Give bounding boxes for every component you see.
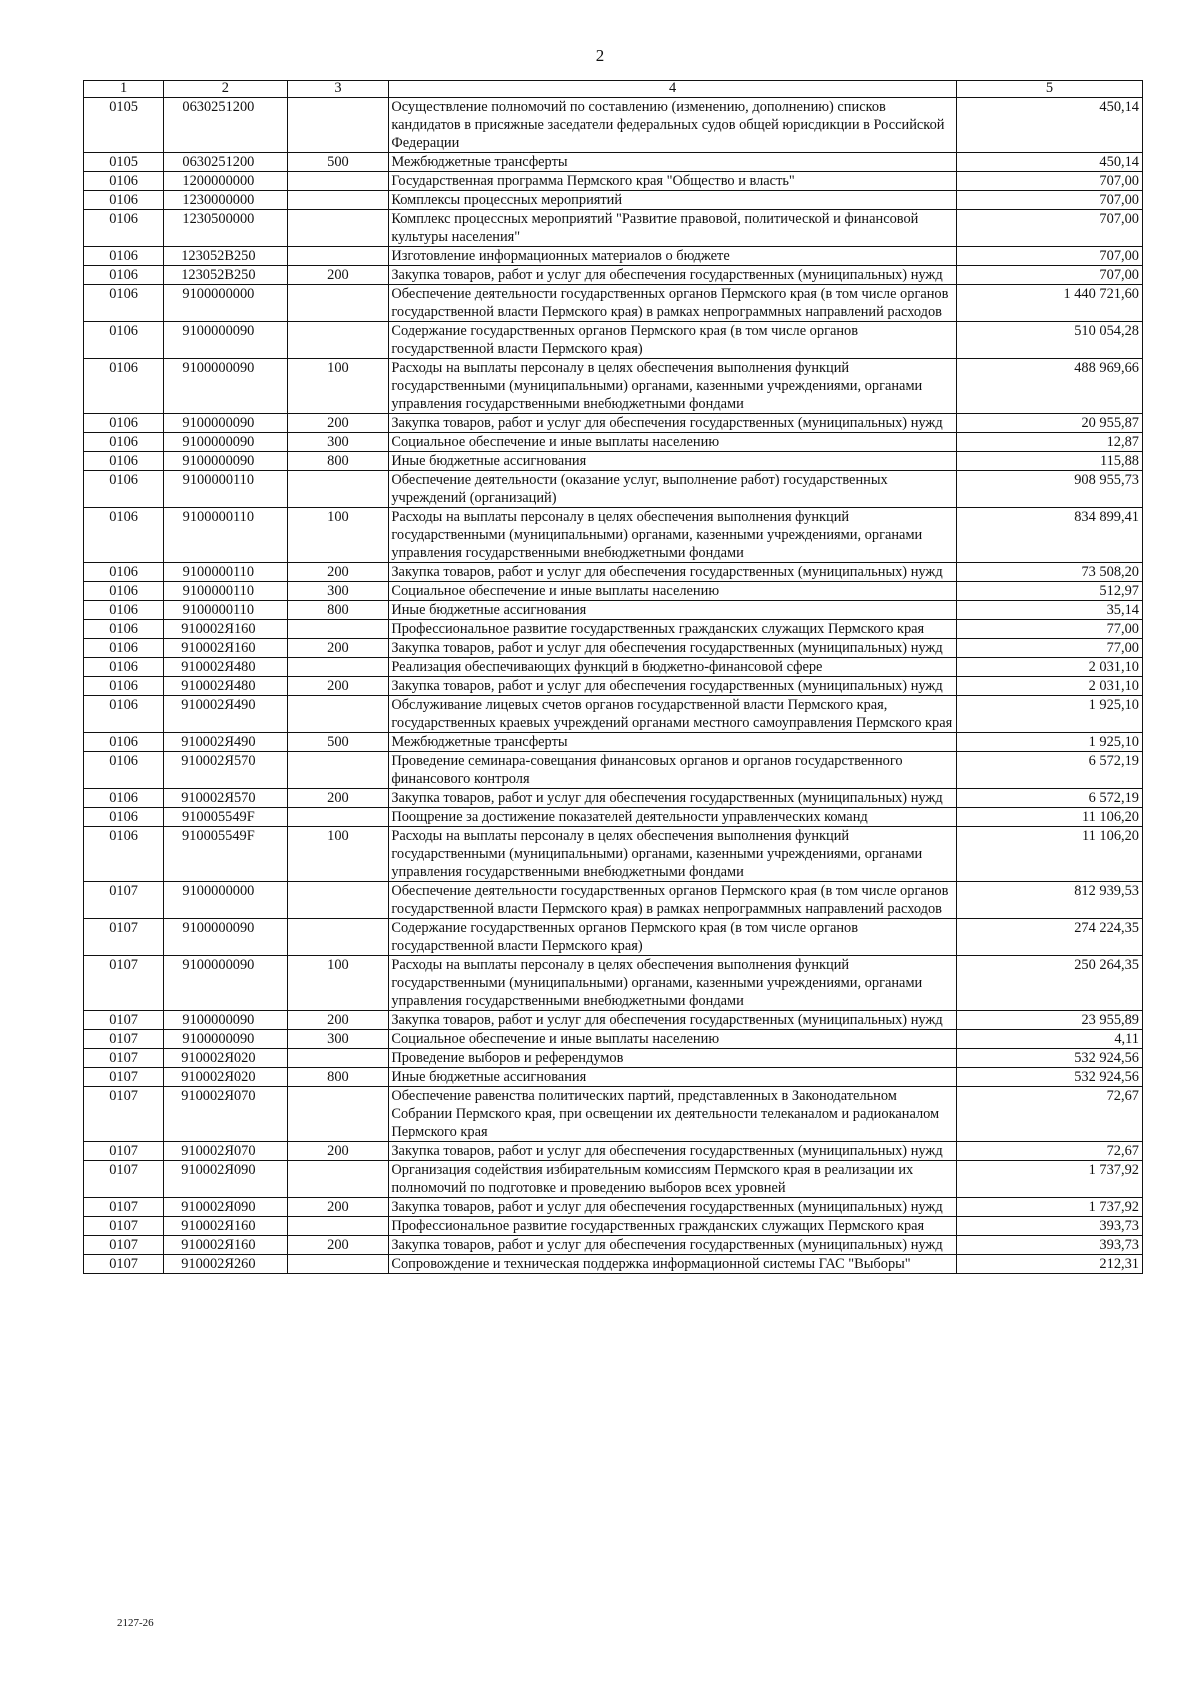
table-row <box>84 359 1143 414</box>
expense-type-cell: 200 <box>287 563 389 582</box>
expense-type-cell <box>287 1161 389 1198</box>
target-item-cell: 910002Я160 <box>164 639 287 658</box>
table-row <box>84 508 1143 563</box>
amount-cell: 73 508,20 <box>956 563 1142 582</box>
section-cell: 0106 <box>84 677 164 696</box>
expense-type-cell: 200 <box>287 1142 389 1161</box>
target-item-cell: 910005549F <box>164 808 287 827</box>
target-item-cell: 910002Я490 <box>164 733 287 752</box>
amount-cell: 115,88 <box>956 452 1142 471</box>
target-item-cell: 910002Я260 <box>164 1255 287 1274</box>
expense-type-cell: 500 <box>287 733 389 752</box>
target-item-cell: 9100000090 <box>164 322 287 359</box>
section-cell: 0106 <box>84 752 164 789</box>
name-cell: Сопровождение и техническая поддержка информационной системы ГАС "Выборы" <box>389 1255 957 1274</box>
section-cell: 0106 <box>84 322 164 359</box>
expense-type-cell <box>287 1217 389 1236</box>
section-cell: 0107 <box>84 1255 164 1274</box>
target-item-cell: 910002Я090 <box>164 1161 287 1198</box>
amount-cell: 532 924,56 <box>956 1068 1142 1087</box>
table-row <box>84 882 1143 919</box>
target-item-cell: 910002Я490 <box>164 696 287 733</box>
section-cell: 0107 <box>84 1161 164 1198</box>
section-cell: 0105 <box>84 153 164 172</box>
target-item-cell: 910002Я020 <box>164 1049 287 1068</box>
section-cell: 0106 <box>84 266 164 285</box>
amount-cell: 707,00 <box>956 172 1142 191</box>
page-number: 2 <box>595 46 605 65</box>
target-item-cell: 1230500000 <box>164 210 287 247</box>
target-item-cell: 910005549F <box>164 827 287 882</box>
expense-type-cell: 200 <box>287 414 389 433</box>
name-cell: Профессиональное развитие государственных гражданских служащих Пермского края <box>389 1217 957 1236</box>
section-cell: 0106 <box>84 733 164 752</box>
amount-cell: 510 054,28 <box>956 322 1142 359</box>
table-row <box>84 1161 1143 1198</box>
section-cell: 0106 <box>84 639 164 658</box>
section-cell: 0107 <box>84 882 164 919</box>
expense-type-cell <box>287 882 389 919</box>
expense-type-cell <box>287 210 389 247</box>
expense-type-cell <box>287 247 389 266</box>
name-cell: Социальное обеспечение и иные выплаты населению <box>389 582 957 601</box>
name-cell: Расходы на выплаты персоналу в целях обеспечения выполнения функций государственными (муниципальными) органами, казенными учреждениями, органами управления государственными внебюджетными фондами <box>389 956 957 1011</box>
section-cell: 0105 <box>84 98 164 153</box>
expense-type-cell <box>287 808 389 827</box>
table-row <box>84 98 1143 153</box>
table-row <box>84 172 1143 191</box>
name-cell: Расходы на выплаты персоналу в целях обеспечения выполнения функций государственными (муниципальными) органами, казенными учреждениями, органами управления государственными внебюджетными фондами <box>389 359 957 414</box>
section-cell: 0106 <box>84 582 164 601</box>
expense-type-cell: 500 <box>287 153 389 172</box>
table-row <box>84 563 1143 582</box>
table-row <box>84 210 1143 247</box>
name-cell: Содержание государственных органов Пермского края (в том числе органов государственной власти Пермского края) <box>389 919 957 956</box>
amount-cell: 1 737,92 <box>956 1161 1142 1198</box>
table-row <box>84 677 1143 696</box>
budget-table <box>83 80 1143 1274</box>
name-cell: Социальное обеспечение и иные выплаты населению <box>389 433 957 452</box>
section-cell: 0107 <box>84 956 164 1011</box>
name-cell: Закупка товаров, работ и услуг для обеспечения государственных (муниципальных) нужд <box>389 1142 957 1161</box>
target-item-cell: 910002Я090 <box>164 1198 287 1217</box>
name-cell: Закупка товаров, работ и услуг для обеспечения государственных (муниципальных) нужд <box>389 414 957 433</box>
target-item-cell: 9100000090 <box>164 359 287 414</box>
target-item-cell: 910002Я160 <box>164 620 287 639</box>
table-body <box>84 98 1143 1274</box>
name-cell: Иные бюджетные ассигнования <box>389 1068 957 1087</box>
expense-type-cell <box>287 919 389 956</box>
amount-cell: 393,73 <box>956 1236 1142 1255</box>
column-header-amount: 5 <box>956 81 1142 98</box>
table-row <box>84 285 1143 322</box>
name-cell: Проведение семинара-совещания финансовых органов и органов государственного финансового контроля <box>389 752 957 789</box>
amount-cell: 12,87 <box>956 433 1142 452</box>
section-cell: 0107 <box>84 1087 164 1142</box>
table-row <box>84 414 1143 433</box>
expense-type-cell <box>287 191 389 210</box>
table-row <box>84 471 1143 508</box>
amount-cell: 20 955,87 <box>956 414 1142 433</box>
target-item-cell: 910002Я570 <box>164 752 287 789</box>
section-cell: 0107 <box>84 1236 164 1255</box>
amount-cell: 2 031,10 <box>956 658 1142 677</box>
target-item-cell: 9100000090 <box>164 1011 287 1030</box>
section-cell: 0106 <box>84 414 164 433</box>
expense-type-cell: 100 <box>287 827 389 882</box>
amount-cell: 72,67 <box>956 1142 1142 1161</box>
column-header-target-item: 2 <box>164 81 287 98</box>
section-cell: 0106 <box>84 471 164 508</box>
amount-cell: 834 899,41 <box>956 508 1142 563</box>
amount-cell: 1 440 721,60 <box>956 285 1142 322</box>
table-row <box>84 956 1143 1011</box>
amount-cell: 450,14 <box>956 153 1142 172</box>
name-cell: Комплексы процессных мероприятий <box>389 191 957 210</box>
amount-cell: 707,00 <box>956 266 1142 285</box>
target-item-cell: 9100000090 <box>164 433 287 452</box>
section-cell: 0106 <box>84 247 164 266</box>
name-cell: Закупка товаров, работ и услуг для обеспечения государственных (муниципальных) нужд <box>389 266 957 285</box>
target-item-cell: 910002Я020 <box>164 1068 287 1087</box>
expense-type-cell <box>287 620 389 639</box>
expense-type-cell <box>287 98 389 153</box>
target-item-cell: 910002Я160 <box>164 1217 287 1236</box>
table-row <box>84 433 1143 452</box>
amount-cell: 6 572,19 <box>956 752 1142 789</box>
expense-type-cell <box>287 471 389 508</box>
section-cell: 0106 <box>84 658 164 677</box>
target-item-cell: 123052В250 <box>164 266 287 285</box>
table-row <box>84 1087 1143 1142</box>
table-row <box>84 827 1143 882</box>
amount-cell: 488 969,66 <box>956 359 1142 414</box>
amount-cell: 812 939,53 <box>956 882 1142 919</box>
table-row <box>84 1198 1143 1217</box>
table-row <box>84 620 1143 639</box>
target-item-cell: 1200000000 <box>164 172 287 191</box>
expense-type-cell <box>287 658 389 677</box>
name-cell: Реализация обеспечивающих функций в бюджетно-финансовой сфере <box>389 658 957 677</box>
table-row <box>84 601 1143 620</box>
amount-cell: 23 955,89 <box>956 1011 1142 1030</box>
column-header-name: 4 <box>389 81 957 98</box>
amount-cell: 11 106,20 <box>956 827 1142 882</box>
name-cell: Комплекс процессных мероприятий "Развитие правовой, политической и финансовой культуры населения" <box>389 210 957 247</box>
table-row <box>84 153 1143 172</box>
target-item-cell: 9100000090 <box>164 452 287 471</box>
amount-cell: 707,00 <box>956 191 1142 210</box>
amount-cell: 11 106,20 <box>956 808 1142 827</box>
target-item-cell: 9100000110 <box>164 508 287 563</box>
table-header-row <box>84 81 1143 98</box>
table-row <box>84 1068 1143 1087</box>
name-cell: Закупка товаров, работ и услуг для обеспечения государственных (муниципальных) нужд <box>389 789 957 808</box>
section-cell: 0107 <box>84 1142 164 1161</box>
table-row <box>84 1255 1143 1274</box>
section-cell: 0106 <box>84 452 164 471</box>
expense-type-cell <box>287 285 389 322</box>
name-cell: Закупка товаров, работ и услуг для обеспечения государственных (муниципальных) нужд <box>389 1236 957 1255</box>
expense-type-cell: 200 <box>287 266 389 285</box>
target-item-cell: 9100000090 <box>164 414 287 433</box>
table-row <box>84 1030 1143 1049</box>
section-cell: 0107 <box>84 1011 164 1030</box>
target-item-cell: 9100000090 <box>164 1030 287 1049</box>
name-cell: Закупка товаров, работ и услуг для обеспечения государственных (муниципальных) нужд <box>389 1198 957 1217</box>
name-cell: Обеспечение равенства политических партий, представленных в Законодательном Собрании Пермского края, при освещении их деятельности телеканалом и радиоканалом Пермского края <box>389 1087 957 1142</box>
amount-cell: 35,14 <box>956 601 1142 620</box>
name-cell: Обеспечение деятельности государственных органов Пермского края (в том числе органов государственной власти Пермского края) в рамках непрограммных направлений расходов <box>389 285 957 322</box>
amount-cell: 77,00 <box>956 620 1142 639</box>
name-cell: Профессиональное развитие государственных гражданских служащих Пермского края <box>389 620 957 639</box>
expense-type-cell: 800 <box>287 452 389 471</box>
target-item-cell: 1230000000 <box>164 191 287 210</box>
target-item-cell: 9100000000 <box>164 882 287 919</box>
table-row <box>84 658 1143 677</box>
footer-code: 2127-26 <box>117 1617 154 1629</box>
amount-cell: 1 925,10 <box>956 696 1142 733</box>
name-cell: Осуществление полномочий по составлению (изменению, дополнению) списков кандидатов в присяжные заседатели федеральных судов общей юрисдикции в Российской Федерации <box>389 98 957 153</box>
amount-cell: 250 264,35 <box>956 956 1142 1011</box>
expense-type-cell: 200 <box>287 1236 389 1255</box>
expense-type-cell: 300 <box>287 582 389 601</box>
section-cell: 0106 <box>84 210 164 247</box>
target-item-cell: 9100000110 <box>164 563 287 582</box>
expense-type-cell: 100 <box>287 508 389 563</box>
table-row <box>84 789 1143 808</box>
amount-cell: 450,14 <box>956 98 1142 153</box>
expense-type-cell: 800 <box>287 601 389 620</box>
target-item-cell: 910002Я160 <box>164 1236 287 1255</box>
name-cell: Изготовление информационных материалов о бюджете <box>389 247 957 266</box>
amount-cell: 212,31 <box>956 1255 1142 1274</box>
name-cell: Межбюджетные трансферты <box>389 733 957 752</box>
name-cell: Государственная программа Пермского края "Общество и власть" <box>389 172 957 191</box>
name-cell: Закупка товаров, работ и услуг для обеспечения государственных (муниципальных) нужд <box>389 1011 957 1030</box>
table-row <box>84 266 1143 285</box>
amount-cell: 1 925,10 <box>956 733 1142 752</box>
amount-cell: 2 031,10 <box>956 677 1142 696</box>
table-row <box>84 1142 1143 1161</box>
name-cell: Организация содействия избирательным комиссиям Пермского края в реализации их полномочий по подготовке и проведению выборов всех уровней <box>389 1161 957 1198</box>
table-row <box>84 696 1143 733</box>
target-item-cell: 9100000000 <box>164 285 287 322</box>
target-item-cell: 910002Я070 <box>164 1087 287 1142</box>
expense-type-cell <box>287 752 389 789</box>
name-cell: Обслуживание лицевых счетов органов государственной власти Пермского края, государственных краевых учреждений органами местного самоуправления Пермского края <box>389 696 957 733</box>
amount-cell: 908 955,73 <box>956 471 1142 508</box>
expense-type-cell <box>287 696 389 733</box>
column-header-expense-type: 3 <box>287 81 389 98</box>
target-item-cell: 9100000110 <box>164 601 287 620</box>
target-item-cell: 9100000090 <box>164 919 287 956</box>
expense-type-cell: 100 <box>287 956 389 1011</box>
name-cell: Расходы на выплаты персоналу в целях обеспечения выполнения функций государственными (муниципальными) органами, казенными учреждениями, органами управления государственными внебюджетными фондами <box>389 827 957 882</box>
name-cell: Иные бюджетные ассигнования <box>389 452 957 471</box>
name-cell: Проведение выборов и референдумов <box>389 1049 957 1068</box>
amount-cell: 274 224,35 <box>956 919 1142 956</box>
table-row <box>84 322 1143 359</box>
target-item-cell: 910002Я070 <box>164 1142 287 1161</box>
table-row <box>84 1011 1143 1030</box>
table-row <box>84 639 1143 658</box>
expense-type-cell <box>287 172 389 191</box>
amount-cell: 1 737,92 <box>956 1198 1142 1217</box>
section-cell: 0106 <box>84 620 164 639</box>
expense-type-cell: 200 <box>287 1198 389 1217</box>
expense-type-cell: 200 <box>287 639 389 658</box>
section-cell: 0107 <box>84 1049 164 1068</box>
target-item-cell: 9100000090 <box>164 956 287 1011</box>
expense-type-cell: 100 <box>287 359 389 414</box>
amount-cell: 707,00 <box>956 210 1142 247</box>
amount-cell: 77,00 <box>956 639 1142 658</box>
table-row <box>84 582 1143 601</box>
section-cell: 0107 <box>84 1030 164 1049</box>
section-cell: 0106 <box>84 827 164 882</box>
amount-cell: 393,73 <box>956 1217 1142 1236</box>
name-cell: Межбюджетные трансферты <box>389 153 957 172</box>
section-cell: 0106 <box>84 696 164 733</box>
amount-cell: 6 572,19 <box>956 789 1142 808</box>
expense-type-cell: 200 <box>287 789 389 808</box>
name-cell: Иные бюджетные ассигнования <box>389 601 957 620</box>
table-row <box>84 808 1143 827</box>
name-cell: Расходы на выплаты персоналу в целях обеспечения выполнения функций государственными (муниципальными) органами, казенными учреждениями, органами управления государственными внебюджетными фондами <box>389 508 957 563</box>
table-row <box>84 1236 1143 1255</box>
section-cell: 0106 <box>84 191 164 210</box>
target-item-cell: 910002Я570 <box>164 789 287 808</box>
amount-cell: 72,67 <box>956 1087 1142 1142</box>
section-cell: 0106 <box>84 808 164 827</box>
name-cell: Обеспечение деятельности (оказание услуг, выполнение работ) государственных учреждений (организаций) <box>389 471 957 508</box>
section-cell: 0107 <box>84 1217 164 1236</box>
name-cell: Содержание государственных органов Пермского края (в том числе органов государственной власти Пермского края) <box>389 322 957 359</box>
section-cell: 0106 <box>84 172 164 191</box>
expense-type-cell: 300 <box>287 1030 389 1049</box>
amount-cell: 4,11 <box>956 1030 1142 1049</box>
expense-type-cell <box>287 322 389 359</box>
table-row <box>84 452 1143 471</box>
target-item-cell: 0630251200 <box>164 153 287 172</box>
table-row <box>84 733 1143 752</box>
expense-type-cell <box>287 1255 389 1274</box>
name-cell: Закупка товаров, работ и услуг для обеспечения государственных (муниципальных) нужд <box>389 639 957 658</box>
section-cell: 0106 <box>84 433 164 452</box>
amount-cell: 532 924,56 <box>956 1049 1142 1068</box>
expense-type-cell <box>287 1049 389 1068</box>
section-cell: 0106 <box>84 285 164 322</box>
table-row <box>84 1217 1143 1236</box>
table-row <box>84 919 1143 956</box>
target-item-cell: 0630251200 <box>164 98 287 153</box>
section-cell: 0107 <box>84 1068 164 1087</box>
target-item-cell: 910002Я480 <box>164 658 287 677</box>
section-cell: 0107 <box>84 919 164 956</box>
table-row <box>84 247 1143 266</box>
section-cell: 0106 <box>84 359 164 414</box>
name-cell: Поощрение за достижение показателей деятельности управленческих команд <box>389 808 957 827</box>
name-cell: Закупка товаров, работ и услуг для обеспечения государственных (муниципальных) нужд <box>389 563 957 582</box>
target-item-cell: 9100000110 <box>164 471 287 508</box>
amount-cell: 707,00 <box>956 247 1142 266</box>
target-item-cell: 910002Я480 <box>164 677 287 696</box>
section-cell: 0106 <box>84 563 164 582</box>
expense-type-cell: 200 <box>287 677 389 696</box>
name-cell: Обеспечение деятельности государственных органов Пермского края (в том числе органов государственной власти Пермского края) в рамках непрограммных направлений расходов <box>389 882 957 919</box>
table-row <box>84 752 1143 789</box>
section-cell: 0106 <box>84 601 164 620</box>
name-cell: Социальное обеспечение и иные выплаты населению <box>389 1030 957 1049</box>
table-row <box>84 191 1143 210</box>
column-header-section: 1 <box>84 81 164 98</box>
amount-cell: 512,97 <box>956 582 1142 601</box>
target-item-cell: 123052В250 <box>164 247 287 266</box>
section-cell: 0107 <box>84 1198 164 1217</box>
name-cell: Закупка товаров, работ и услуг для обеспечения государственных (муниципальных) нужд <box>389 677 957 696</box>
section-cell: 0106 <box>84 789 164 808</box>
expense-type-cell: 800 <box>287 1068 389 1087</box>
target-item-cell: 9100000110 <box>164 582 287 601</box>
expense-type-cell <box>287 1087 389 1142</box>
expense-type-cell: 200 <box>287 1011 389 1030</box>
section-cell: 0106 <box>84 508 164 563</box>
expense-type-cell: 300 <box>287 433 389 452</box>
table-row <box>84 1049 1143 1068</box>
